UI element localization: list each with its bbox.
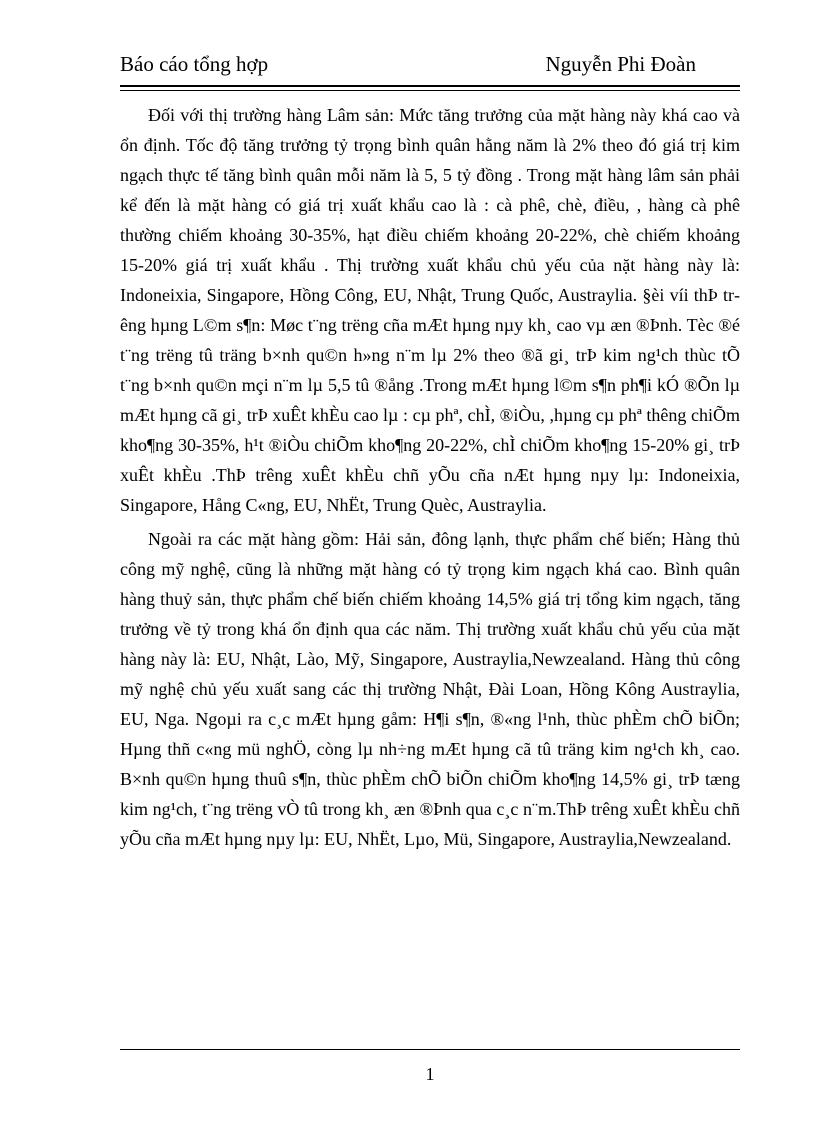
footer-divider (120, 1049, 740, 1050)
document-body (120, 100, 740, 854)
author-name: Nguyễn Phi Đoàn (545, 52, 696, 76)
paragraph-forestry-products: Đối với thị trường hàng Lâm sản: Mức tăng trưởng của mặt hàng này khá cao và ổn định. Tốc độ tăng trưởng tỷ trọng bình quân hằng năm là 2% theo đó giá trị kim ngạch thực tế tăng bình quân mỗi năm là 5, 5 tỷ đồng . Trong mặt hàng lâm sản phải kể đến là mặt hàng có giá trị xuất khẩu cao là : cà phê, chè, điều, , hàng cà phê thường chiếm khoảng 30-35%, hạt điều chiếm khoảng 20-22%, chè chiếm khoảng 15-20% giá trị xuất khẩu . Thị trường xuất khẩu chủ yếu của nặt hàng này là: Indoneixia, Singapore, Hồng Công, EU, Nhật, Trung Quốc, Austraylia. §èi víi thÞ trêng hµng L©m s¶n: Møc t¨ng trëng cña mÆt hµng nµy kh¸ cao vµ æn ®Þnh. Tèc ®é t¨ng trëng tû träng b×nh qu©n h»ng n¨m lµ 2% theo ®ã gi¸ trÞ kim ng¹ch thùc tÕ t¨ng b×nh qu©n mçi n¨m lµ 5,5 tû ®ång .Trong mÆt hµng l©m s¶n ph¶i kÓ ®Õn lµ mÆt hµng cã gi¸ trÞ xuÊt khÈu cao lµ : cµ phª, chÌ, ®iÒu, ,hµng cµ phª thêng chiÕm kho¶ng 30-35%, h¹t ®iÒu chiÕm kho¶ng 20-22%, chÌ chiÕm kho¶ng 15-20% gi¸ trÞ xuÊt khÈu .ThÞ trêng xuÊt khÈu chñ yÕu cña nÆt hµng nµy lµ: Indoneixia, Singapore, Hång C«ng, EU, NhËt, Trung Quèc, Austraylia. (120, 105, 740, 515)
report-title: Báo cáo tổng hợp (120, 52, 269, 76)
header-divider (120, 85, 740, 91)
paragraph-other-products: Ngoài ra các mặt hàng gồm: Hải sản, đông lạnh, thực phẩm chế biến; Hàng thủ công mỹ nghệ, cũng là những mặt hàng có tỷ trọng kim ngạch khá cao. Bình quân hàng thuỷ sản, thực phẩm chế biến chiếm khoảng 14,5% giá trị tổng kim ngạch, tăng trưởng về tỷ trong khá ổn định qua các năm. Thị trường xuất khẩu chủ yếu của mặt hàng này là: EU, Nhật, Lào, Mỹ, Singapore, Austraylia,Newzealand. Hàng thủ công mỹ nghệ chủ yếu xuất sang các thị trường Nhật, Đài Loan, Hồng Kông Austraylia, EU, Nga. Ngoµi ra c¸c mÆt hµng gåm: H¶i s¶n, ®«ng l¹nh, thùc phÈm chÕ biÕn; Hµng thñ c«ng mü nghÖ, còng lµ nh÷ng mÆt hµng cã tû träng kim ng¹ch kh¸ cao. B×nh qu©n hµng thuû s¶n, thùc phÈm chÕ biÕn chiÕm kho¶ng 14,5% gi¸ trÞ tæng kim ng¹ch, t¨ng trëng vÒ tû trong kh¸ æn ®Þnh qua c¸c n¨m.ThÞ trêng xuÊt khÈu chñ yÕu cña mÆt hµng nµy lµ: EU, NhËt, Lµo, Mü, Singapore, Austraylia,Newzealand. (120, 529, 740, 849)
page-header (120, 52, 740, 82)
page-number: 1 (425, 1064, 435, 1084)
